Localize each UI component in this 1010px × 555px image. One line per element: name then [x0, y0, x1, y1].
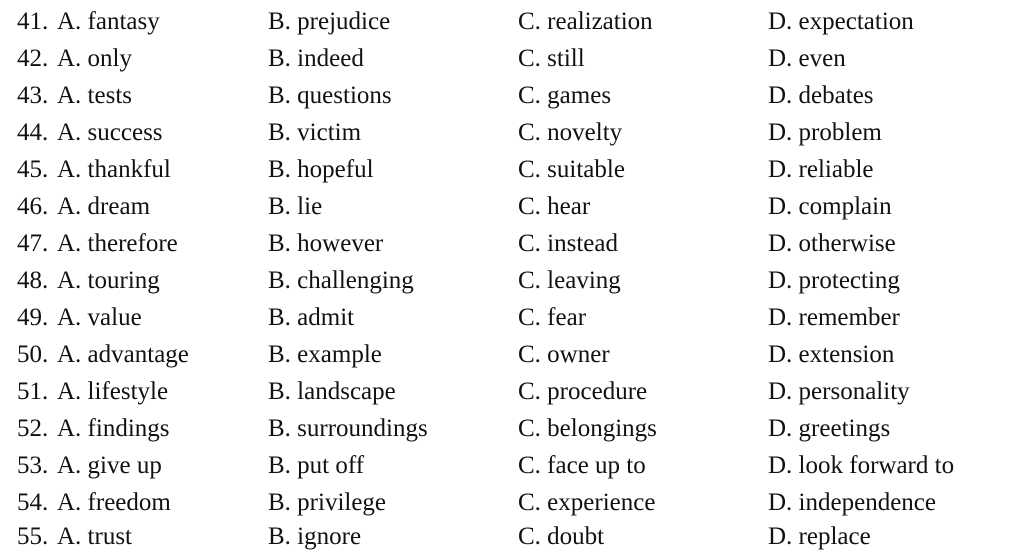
- option-d: D. expectation: [768, 8, 914, 35]
- option-a: A. success: [57, 119, 163, 146]
- question-number: 55.: [17, 523, 49, 550]
- option-d: D. otherwise: [768, 230, 896, 257]
- option-d: D. protecting: [768, 267, 900, 294]
- option-c: C. procedure: [518, 378, 648, 405]
- option-b: B. questions: [268, 82, 392, 109]
- question-number: 48.: [17, 267, 49, 294]
- option-c: C. fear: [518, 304, 587, 331]
- question-row: [0, 518, 1010, 555]
- question-row: [0, 225, 1010, 262]
- option-b: B. prejudice: [268, 8, 391, 35]
- option-a: A. advantage: [57, 341, 189, 368]
- option-a: A. lifestyle: [57, 378, 169, 405]
- option-b: B. ignore: [268, 523, 362, 550]
- option-d: D. independence: [768, 489, 936, 516]
- question-row: [0, 77, 1010, 114]
- option-c: C. belongings: [518, 415, 657, 442]
- option-c: C. suitable: [518, 156, 625, 183]
- question-number: 45.: [17, 156, 49, 183]
- option-a: A. trust: [57, 523, 132, 550]
- option-a: A. therefore: [57, 230, 178, 257]
- option-d: D. complain: [768, 193, 892, 220]
- option-d: D. problem: [768, 119, 882, 146]
- option-d: D. even: [768, 45, 846, 72]
- question-number: 46.: [17, 193, 49, 220]
- option-c: C. experience: [518, 489, 656, 516]
- option-a: A. dream: [57, 193, 151, 220]
- option-d: D. debates: [768, 82, 874, 109]
- question-number: 49.: [17, 304, 49, 331]
- option-d: D. personality: [768, 378, 910, 405]
- option-d: D. reliable: [768, 156, 874, 183]
- option-b: B. lie: [268, 193, 323, 220]
- option-c: C. owner: [518, 341, 610, 368]
- option-a: A. fantasy: [57, 8, 160, 35]
- option-d: D. replace: [768, 523, 871, 550]
- option-a: A. freedom: [57, 489, 171, 516]
- question-row: [0, 336, 1010, 373]
- question-row: [0, 151, 1010, 188]
- question-number: 43.: [17, 82, 49, 109]
- option-a: A. findings: [57, 415, 170, 442]
- option-b: B. challenging: [268, 267, 414, 294]
- question-row: [0, 447, 1010, 484]
- option-a: A. only: [57, 45, 132, 72]
- option-d: D. extension: [768, 341, 895, 368]
- option-b: B. landscape: [268, 378, 396, 405]
- option-b: B. however: [268, 230, 384, 257]
- option-c: C. leaving: [518, 267, 621, 294]
- option-d: D. remember: [768, 304, 900, 331]
- option-c: C. doubt: [518, 523, 605, 550]
- question-row: [0, 299, 1010, 336]
- option-a: A. tests: [57, 82, 132, 109]
- question-row: [0, 114, 1010, 151]
- question-number: 52.: [17, 415, 49, 442]
- option-b: B. admit: [268, 304, 355, 331]
- option-c: C. instead: [518, 230, 618, 257]
- option-b: B. example: [268, 341, 382, 368]
- question-number: 42.: [17, 45, 49, 72]
- option-a: A. thankful: [57, 156, 171, 183]
- question-number: 51.: [17, 378, 49, 405]
- question-number: 50.: [17, 341, 49, 368]
- question-number: 44.: [17, 119, 49, 146]
- option-b: B. surroundings: [268, 415, 428, 442]
- option-c: C. face up to: [518, 452, 646, 479]
- question-row: [0, 484, 1010, 521]
- question-row: [0, 262, 1010, 299]
- question-number: 53.: [17, 452, 49, 479]
- option-d: D. greetings: [768, 415, 891, 442]
- option-c: C. realization: [518, 8, 653, 35]
- option-b: B. indeed: [268, 45, 364, 72]
- option-b: B. privilege: [268, 489, 387, 516]
- question-number: 47.: [17, 230, 49, 257]
- option-b: B. victim: [268, 119, 362, 146]
- option-a: A. touring: [57, 267, 160, 294]
- option-c: C. hear: [518, 193, 591, 220]
- option-b: B. hopeful: [268, 156, 374, 183]
- question-row: [0, 3, 1010, 40]
- question-number: 41.: [17, 8, 49, 35]
- option-d: D. look forward to: [768, 452, 955, 479]
- question-row: [0, 373, 1010, 410]
- option-a: A. give up: [57, 452, 162, 479]
- option-a: A. value: [57, 304, 142, 331]
- option-c: C. novelty: [518, 119, 623, 146]
- option-c: C. still: [518, 45, 585, 72]
- option-b: B. put off: [268, 452, 365, 479]
- option-c: C. games: [518, 82, 612, 109]
- question-row: [0, 188, 1010, 225]
- question-row: [0, 40, 1010, 77]
- question-number: 54.: [17, 489, 49, 516]
- question-row: [0, 410, 1010, 447]
